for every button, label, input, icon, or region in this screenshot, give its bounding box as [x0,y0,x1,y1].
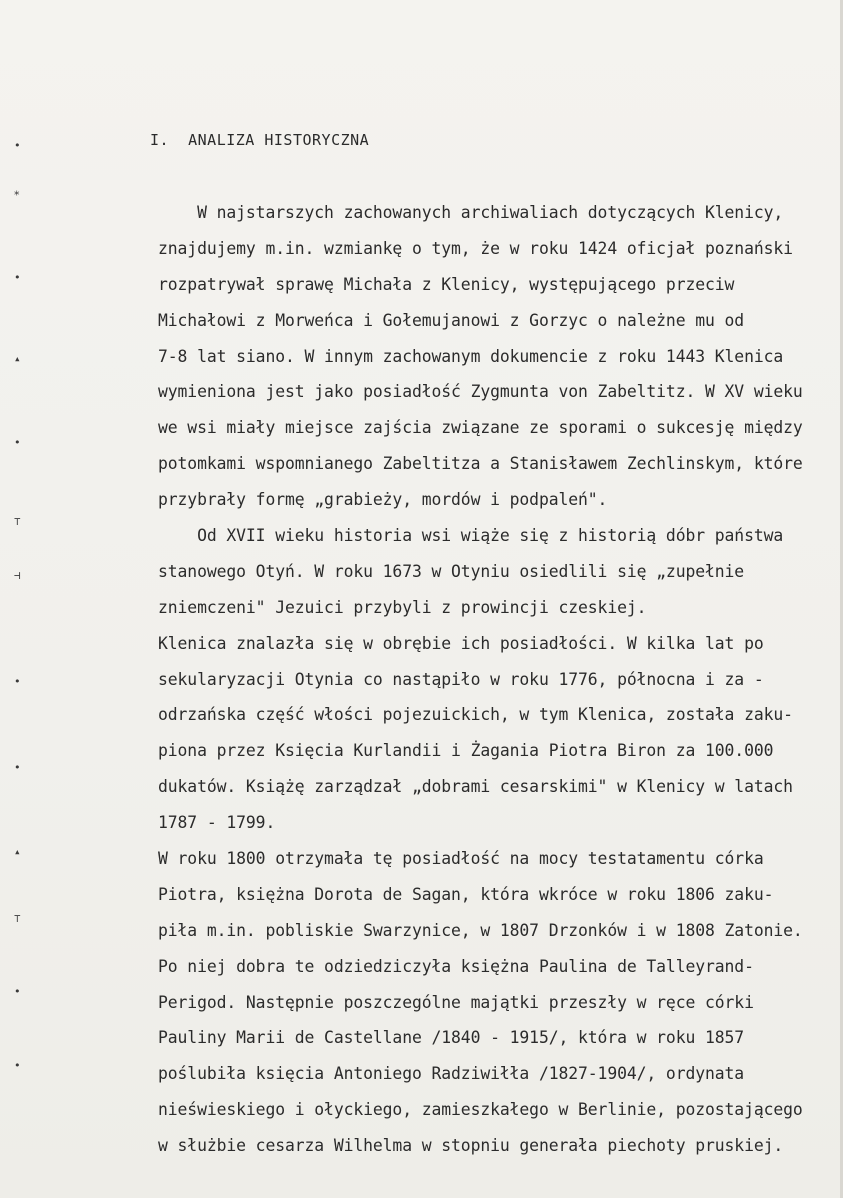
text-line: Michałowi z Morweńca i Gołemujanowi z Gorzyc o należne mu od [158,310,745,330]
text-line: zniemczeni" Jezuici przybyli z prowincji czeskiej. [158,597,647,617]
body-text [158,202,838,1171]
text-line: W najstarszych zachowanych archiwaliach dotyczących Klenicy, [158,203,784,222]
text-line: rozpatrywał sprawę Michała z Klenicy, występującego przeciw [158,274,735,294]
text-line: W roku 1800 otrzymała tę posiadłość na mocy testatamentu córka [158,849,764,869]
binding-mark: • [14,675,21,688]
binding-mark: ⁎ [14,185,20,198]
text-line: poślubiła księcia Antoniego Radziwiłła /1827-1904/, ordynata [158,1064,745,1084]
binding-mark: • [14,436,21,449]
text-line: piona przez Księcia Kurlandii i Żagania Piotra Biron za 100.000 [158,741,774,761]
binding-mark: ▴ [14,845,21,858]
text-line: potomkami wspomnianego Zabeltitza a Stanisławem Zechlinskym, które [158,454,803,474]
binding-mark: • [14,1059,21,1072]
text-line: przybrały formę „grabieży, mordów i podpaleń". [158,490,608,510]
text-line: Pauliny Marii de Castellane /1840 - 1915/, która w roku 1857 [158,1028,745,1048]
text-line: wymieniona jest jako posiadłość Zygmunta von Zabeltitz. W XV wieku [158,382,803,402]
text-line: znajdujemy m.in. wzmiankę o tym, że w roku 1424 oficjał poznański [158,238,793,258]
binding-mark: ▴ [14,352,21,365]
section-heading: I. ANALIZA HISTORYCZNA [150,131,370,149]
text-line: 1787 - 1799. [158,813,276,833]
text-line: w służbie cesarza Wilhelma w stopniu generała piechoty pruskiej. [158,1136,784,1156]
text-line: nieświeskiego i ołyckiego, zamieszkałego w Berlinie, pozostającego [158,1100,803,1120]
binding-mark: • [14,139,21,152]
text-line: Klenica znalazła się w obrębie ich posiadłości. W kilka lat po [158,633,764,653]
text-line: Piotra, księżna Dorota de Sagan, która wkróce w roku 1806 zaku- [158,884,774,904]
text-line: Od XVII wieku historia wsi wiąże się z historią dóbr państwa [158,526,784,546]
binding-mark: ⊤ [14,515,21,528]
text-line: 7-8 lat siano. W innym zachowanym dokumencie z roku 1443 Klenica [158,346,784,366]
binding-mark: • [14,271,21,284]
text-line: piła m.in. pobliskie Swarzynice, w 1807 Drzonków i w 1808 Zatonie. [158,920,803,940]
text-line: sekularyzacji Otynia co nastąpiło w roku 1776, północna i za - [158,669,764,689]
text-line: Perigod. Następnie poszczególne majątki przeszły w ręce córki [158,992,754,1012]
text-line: dukatów. Książę zarządzał „dobrami cesarskimi" w Klenicy w latach [158,777,793,797]
text-line: stanowego Otyń. W roku 1673 w Otyniu osiedlili się „zupełnie [158,561,745,581]
text-line: Po niej dobra te odziedziczyła księżna Paulina de Talleyrand- [158,956,754,976]
binding-mark: ⊤ [14,912,21,925]
text-line: we wsi miały miejsce zajścia związane ze sporami o sukcesję między [158,418,803,438]
text-line: odrzańska część włości pojezuickich, w tym Klenica, została zaku- [158,705,793,725]
binding-mark: • [14,761,21,774]
binding-mark: ⊣ [14,569,21,582]
binding-marks [14,0,26,1198]
binding-mark: • [14,985,21,998]
